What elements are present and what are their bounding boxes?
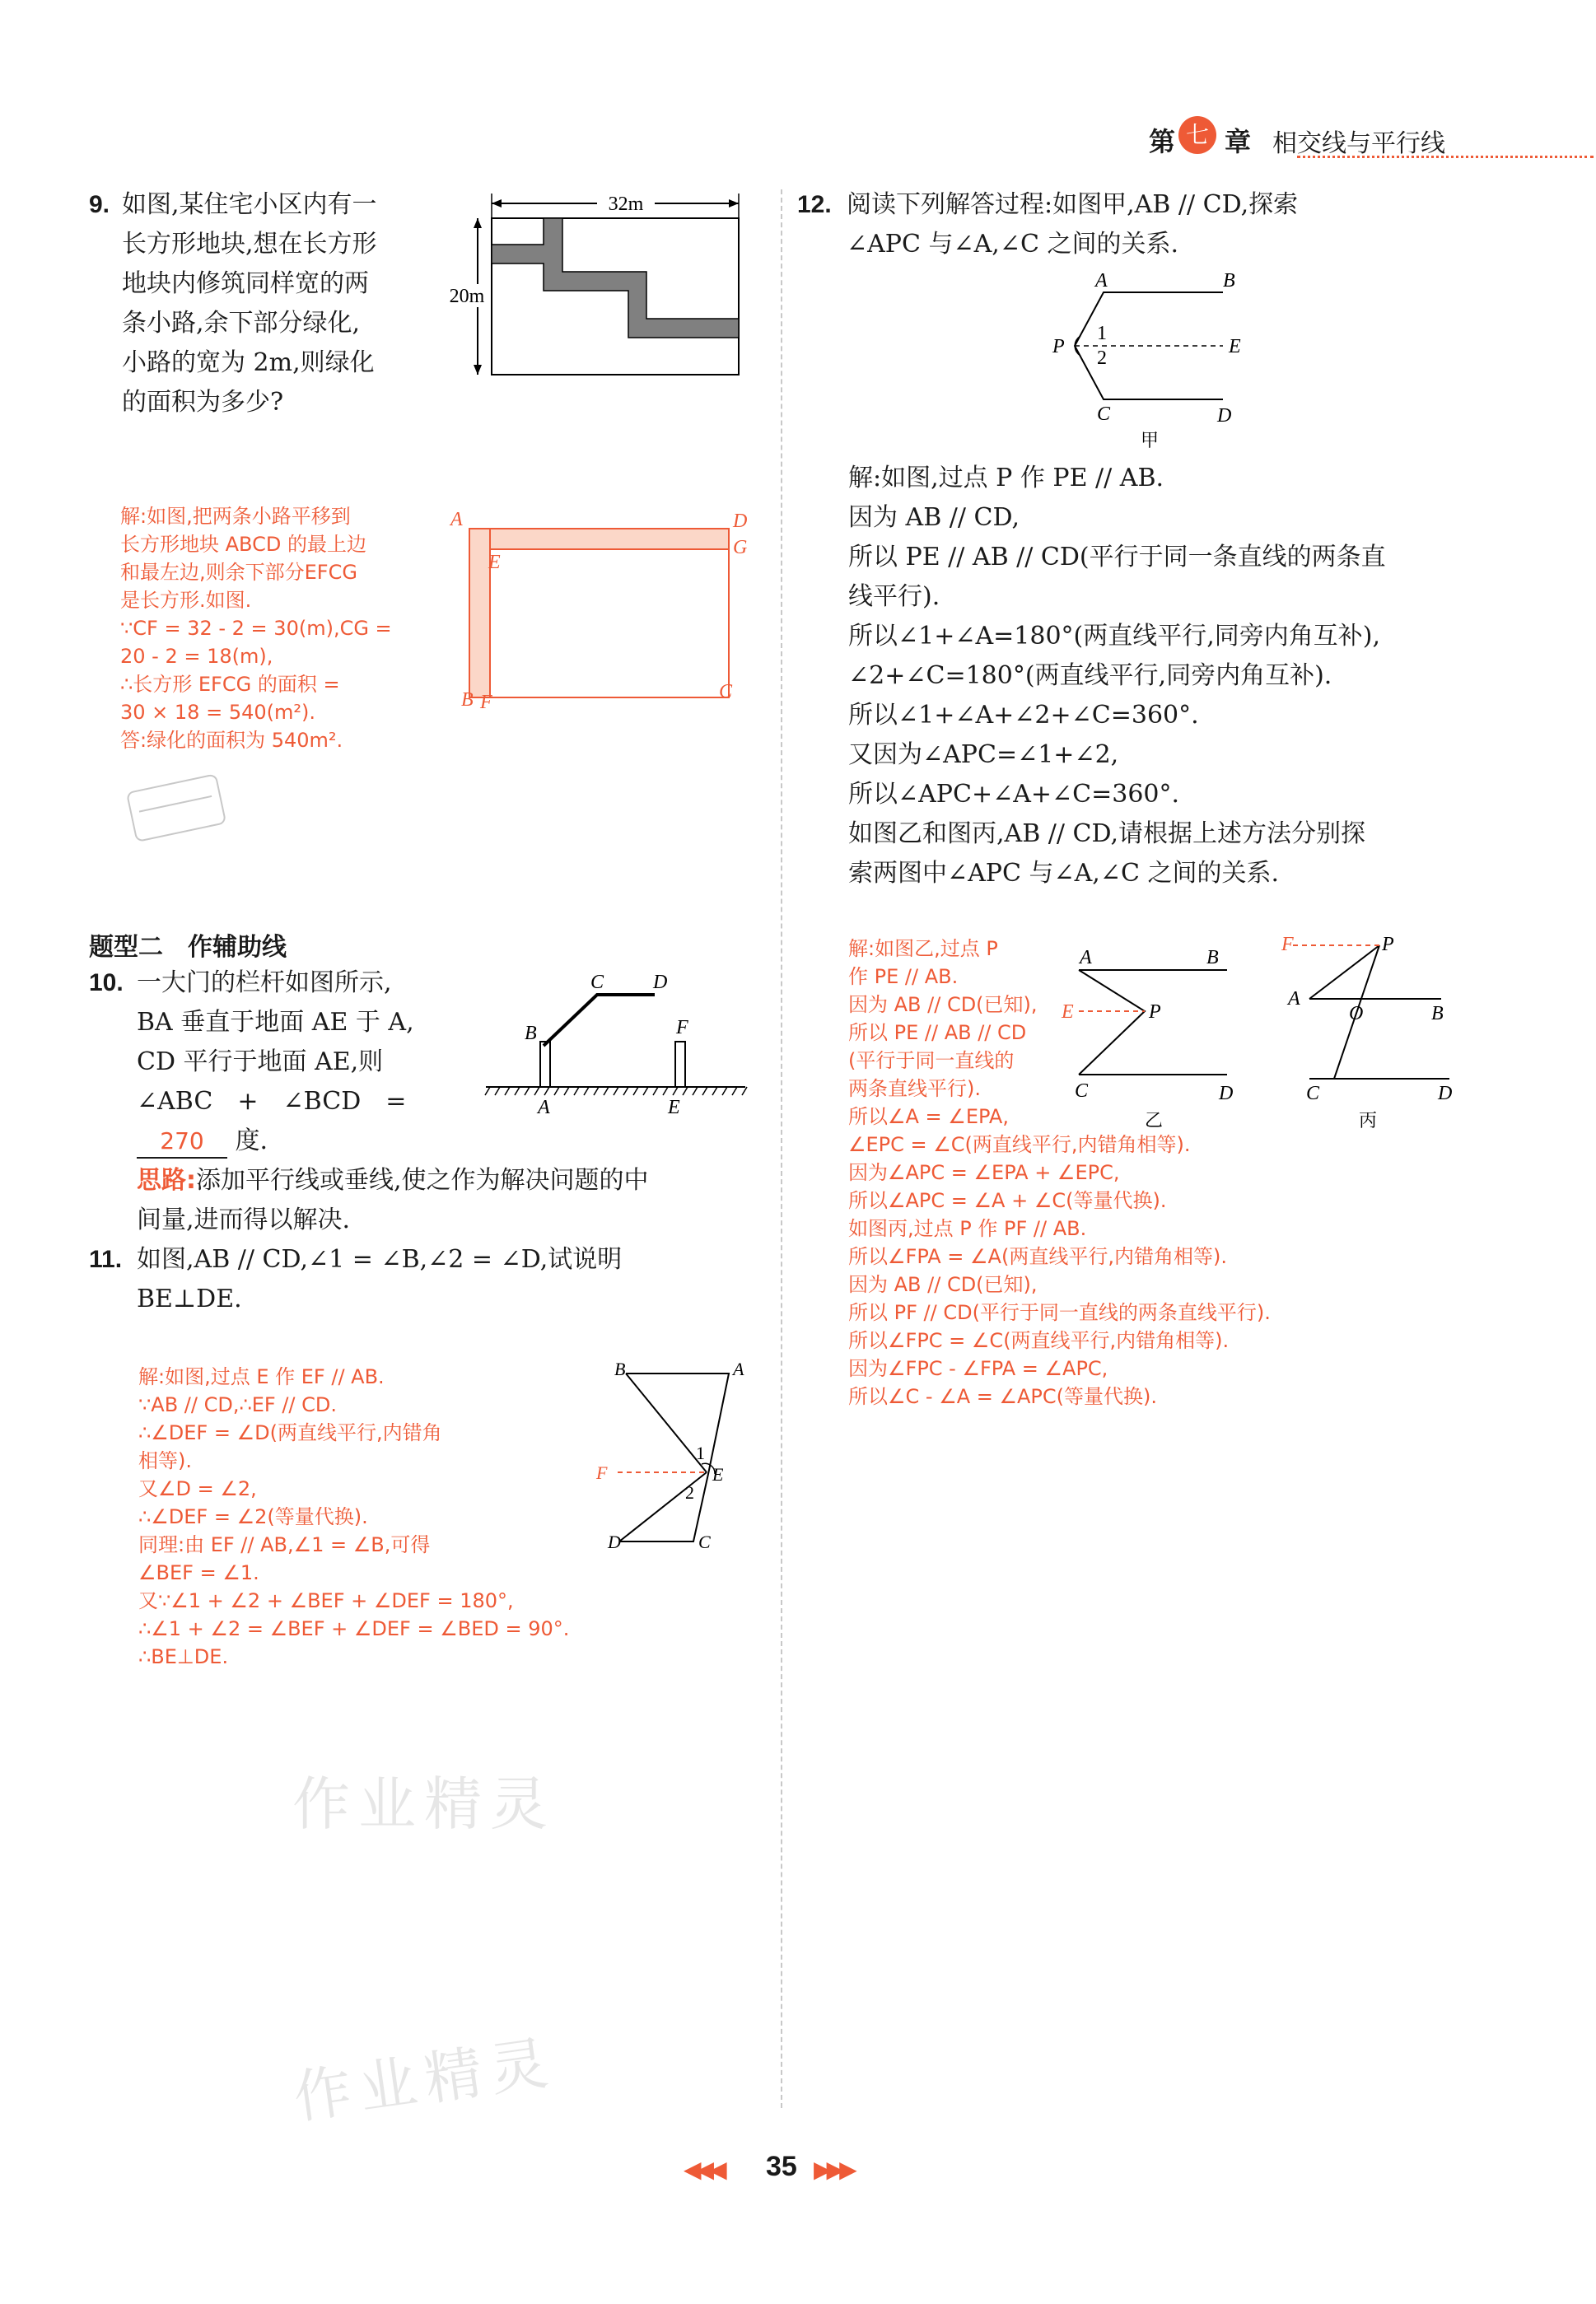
answer-line: ∵AB // CD,∴EF // CD. <box>138 1393 337 1416</box>
label-P: P <box>1149 1001 1161 1023</box>
text-line: BE⊥DE. <box>137 1285 242 1313</box>
answer-line: 解:如图,过点 E 作 EF // AB. <box>138 1365 385 1388</box>
answer-line: 所以∠FPC = ∠C(两直线平行,内错角相等). <box>848 1329 1230 1352</box>
question-text <box>122 185 451 422</box>
text-line: 如图乙和图丙,AB // CD,请根据上述方法分别探 <box>848 819 1366 848</box>
q11-figure <box>585 1350 766 1565</box>
label-2: 2 <box>1097 347 1107 369</box>
q9-figure <box>441 185 754 383</box>
label-D: D <box>1217 405 1232 427</box>
answer-line: 因为 AB // CD(已知), <box>848 1273 1038 1296</box>
watermark: 作业精灵 <box>289 2028 560 2132</box>
answer-line: 所以∠A = ∠EPA, <box>848 1105 1009 1128</box>
label-B: B <box>1431 1003 1444 1024</box>
chapter-suffix: 章 <box>1225 126 1252 157</box>
text-line: 长方形地块,想在长方形 <box>122 230 377 259</box>
answer-line: 因为∠FPC - ∠FPA = ∠APC, <box>848 1357 1108 1380</box>
answer-line: (平行于同一直线的 <box>848 1049 1015 1072</box>
label-C: C <box>719 681 733 702</box>
q11-answer <box>138 1363 600 1671</box>
answer-line: 作 PE // AB. <box>848 965 959 988</box>
label-P: P <box>1382 934 1394 955</box>
caption: 丙 <box>1359 1111 1378 1131</box>
q9-answer <box>120 502 450 754</box>
answer-line: ∴∠1 + ∠2 = ∠BEF + ∠DEF = ∠BED = 90°. <box>138 1617 570 1640</box>
text-line: BA 垂直于地面 AE 于 A, <box>137 1008 414 1037</box>
text-line: 所以∠APC+∠A+∠C=360°. <box>848 780 1180 809</box>
column-divider <box>781 189 782 2108</box>
answer-blank: 270 <box>137 1126 227 1159</box>
text-line: 又因为∠APC=∠1+∠2, <box>848 740 1119 769</box>
label-B: B <box>614 1359 626 1379</box>
question-number: 12. <box>797 191 832 218</box>
text-line: 如图,某住宅小区内有一 <box>122 190 377 219</box>
answer-line: 解:如图,把两条小路平移到 <box>120 505 351 528</box>
page-footer <box>684 2151 914 2192</box>
label-F: F <box>1281 934 1294 955</box>
label-B: B <box>525 1023 537 1044</box>
answer-line: ∴BE⊥DE. <box>138 1645 229 1668</box>
section-title: 题型二 作辅助线 <box>89 933 287 962</box>
page-number: 35 <box>766 2151 797 2182</box>
label-A: A <box>1080 947 1092 968</box>
label-F: F <box>676 1017 688 1038</box>
label-F: F <box>480 692 492 713</box>
chapter-title: 相交线与平行线 <box>1272 129 1445 158</box>
answer-line: 所以∠APC = ∠A + ∠C(等量代换). <box>848 1189 1167 1212</box>
text-line: ∠2+∠C=180°(两直线平行,同旁内角互补). <box>848 661 1332 690</box>
height-label: 20m <box>449 286 485 307</box>
label-E: E <box>668 1097 680 1118</box>
chapter-prefix: 第 <box>1149 126 1176 157</box>
label-P: P <box>1052 336 1065 357</box>
answer-line: 答:绿化的面积为 540m². <box>120 729 343 752</box>
label-A: A <box>1288 988 1300 1010</box>
label-A: A <box>538 1097 550 1118</box>
answer-line: ∠BEF = ∠1. <box>138 1561 259 1584</box>
answer-line: 又∠D = ∠2, <box>138 1477 257 1500</box>
text-line: 所以 PE // AB // CD(平行于同一条直线的两条直 <box>848 543 1386 571</box>
label-F: F <box>596 1462 608 1483</box>
question-text <box>137 963 483 1161</box>
question-number: 11. <box>89 1246 123 1273</box>
question-number: 9. <box>89 191 110 218</box>
q10-hint <box>137 1161 754 1240</box>
label-B: B <box>461 689 474 711</box>
label-E: E <box>712 1464 724 1485</box>
answer-line: 同理:由 EF // AB,∠1 = ∠B,可得 <box>138 1533 431 1556</box>
answer-line: 长方形地块 ABCD 的最上边 <box>120 533 366 556</box>
label-D: D <box>733 511 748 532</box>
answer-line: 所以∠C - ∠A = ∠APC(等量代换). <box>848 1385 1158 1408</box>
label-E: E <box>1229 336 1241 357</box>
text-line: 阅读下列解答过程:如图甲,AB // CD,探索 <box>847 190 1299 219</box>
caption: 乙 <box>1145 1111 1164 1131</box>
answer-line: 相等). <box>138 1449 192 1472</box>
label-C: C <box>590 972 604 993</box>
answer-line: ∴∠DEF = ∠2(等量代换). <box>138 1505 368 1528</box>
label-D: D <box>1219 1083 1234 1104</box>
question-text <box>847 185 1555 264</box>
label-A: A <box>450 509 463 530</box>
text-line: 因为 AB // CD, <box>848 503 1020 532</box>
answer-line: 因为∠APC = ∠EPA + ∠EPC, <box>848 1161 1120 1184</box>
q9-answer-figure <box>449 502 754 716</box>
text-line: 的面积为多少? <box>122 388 284 417</box>
answer-line: 30 × 18 = 540(m²). <box>120 701 315 724</box>
label-E: E <box>1062 1001 1074 1023</box>
label-D: D <box>1438 1083 1453 1104</box>
question-number: 10. <box>89 969 124 996</box>
question-text <box>137 1240 763 1319</box>
label-O: O <box>1349 1003 1364 1024</box>
width-label: 32m <box>608 194 644 215</box>
label-2: 2 <box>685 1482 694 1503</box>
text-line: 所以∠1+∠A=180°(两直线平行,同旁内角互补), <box>848 622 1381 651</box>
label-A: A <box>733 1359 744 1379</box>
text-line: 地块内修筑同样宽的两 <box>122 269 369 298</box>
text-line: 线平行). <box>848 582 940 611</box>
chapter-number-badge: 七 <box>1178 116 1216 154</box>
label-G: G <box>733 537 748 558</box>
answer-line: ∠EPC = ∠C(两直线平行,内错角相等). <box>848 1133 1191 1156</box>
answer-line <box>137 1122 483 1161</box>
q12-solution <box>848 459 1573 893</box>
figure-bing <box>1276 922 1474 1136</box>
answer-line: ∵CF = 32 - 2 = 30(m),CG = <box>120 617 392 640</box>
answer-line: 所以 PF // CD(平行于同一直线的两条直线平行). <box>848 1301 1271 1324</box>
answer-line: 两条直线平行). <box>848 1077 981 1100</box>
text-line: 条小路,余下部分绿化, <box>122 309 361 338</box>
chapter-header <box>1149 119 1596 161</box>
answer-line: 所以 PE // AB // CD <box>848 1021 1027 1044</box>
text-line: ∠ABC + ∠BCD = <box>137 1087 407 1116</box>
label-D: D <box>608 1532 621 1552</box>
answer-line: 又∵∠1 + ∠2 + ∠BEF + ∠DEF = 180°, <box>138 1589 514 1612</box>
hint-line <box>137 1161 754 1201</box>
text-line: 索两图中∠APC 与∠A,∠C 之间的关系. <box>848 859 1279 888</box>
answer-line: 如图丙,过点 P 作 PF // AB. <box>848 1217 1087 1240</box>
label-E: E <box>488 552 501 573</box>
text-line: 一大门的栏杆如图所示, <box>137 968 392 997</box>
label-1: 1 <box>696 1443 705 1463</box>
label-B: B <box>1206 947 1219 968</box>
label-C: C <box>1075 1080 1089 1102</box>
text-line: ∠APC 与∠A,∠C 之间的关系. <box>847 230 1178 259</box>
figure-yi <box>1062 930 1264 1136</box>
label-C: C <box>698 1532 711 1552</box>
hint-text: 添加平行线或垂线,使之作为解决问题的中 <box>196 1166 649 1195</box>
label-A: A <box>1095 270 1108 291</box>
text-line: CD 平行于地面 AE,则 <box>137 1047 384 1076</box>
stamp-logo <box>115 766 247 856</box>
q10-figure <box>482 963 754 1120</box>
text-line: 小路的宽为 2m,则绿化 <box>122 348 375 377</box>
label-C: C <box>1306 1083 1320 1104</box>
answer-line: 是长方形.如图. <box>120 589 252 612</box>
hint-label: 思路: <box>137 1166 196 1195</box>
answer-line: 和最左边,则余下部分EFCG <box>120 561 357 584</box>
answer-line: 解:如图乙,过点 P <box>848 937 998 960</box>
answer-line: 所以∠FPA = ∠A(两直线平行,内错角相等). <box>848 1245 1227 1268</box>
hint-text: 间量,进而得以解决. <box>137 1206 351 1234</box>
label-1: 1 <box>1097 323 1107 344</box>
next-arrows-icon: ▶▶▶ <box>814 2156 852 2183</box>
answer-line: 20 - 2 = 18(m), <box>120 645 273 668</box>
answer-line: 因为 AB // CD(已知), <box>848 993 1038 1016</box>
caption: 甲 <box>1141 431 1160 451</box>
text-line: 如图,AB // CD,∠1 = ∠B,∠2 = ∠D,试说明 <box>137 1245 623 1274</box>
answer-line: ∴∠DEF = ∠D(两直线平行,内错角 <box>138 1421 442 1444</box>
figure-jia <box>1038 264 1268 453</box>
label-C: C <box>1097 403 1111 425</box>
text-line: 解:如图,过点 P 作 PE // AB. <box>848 464 1164 492</box>
answer-line: ∴长方形 EFCG 的面积 = <box>120 673 340 696</box>
answer-unit: 度. <box>235 1126 268 1155</box>
watermark: 作业精灵 <box>292 1770 556 1838</box>
label-B: B <box>1223 270 1235 291</box>
prev-arrows-icon: ◀◀◀ <box>684 2156 722 2183</box>
text-line: 所以∠1+∠A+∠2+∠C=360°. <box>848 701 1199 730</box>
label-D: D <box>653 972 668 993</box>
header-dotted-rule <box>1297 156 1594 158</box>
